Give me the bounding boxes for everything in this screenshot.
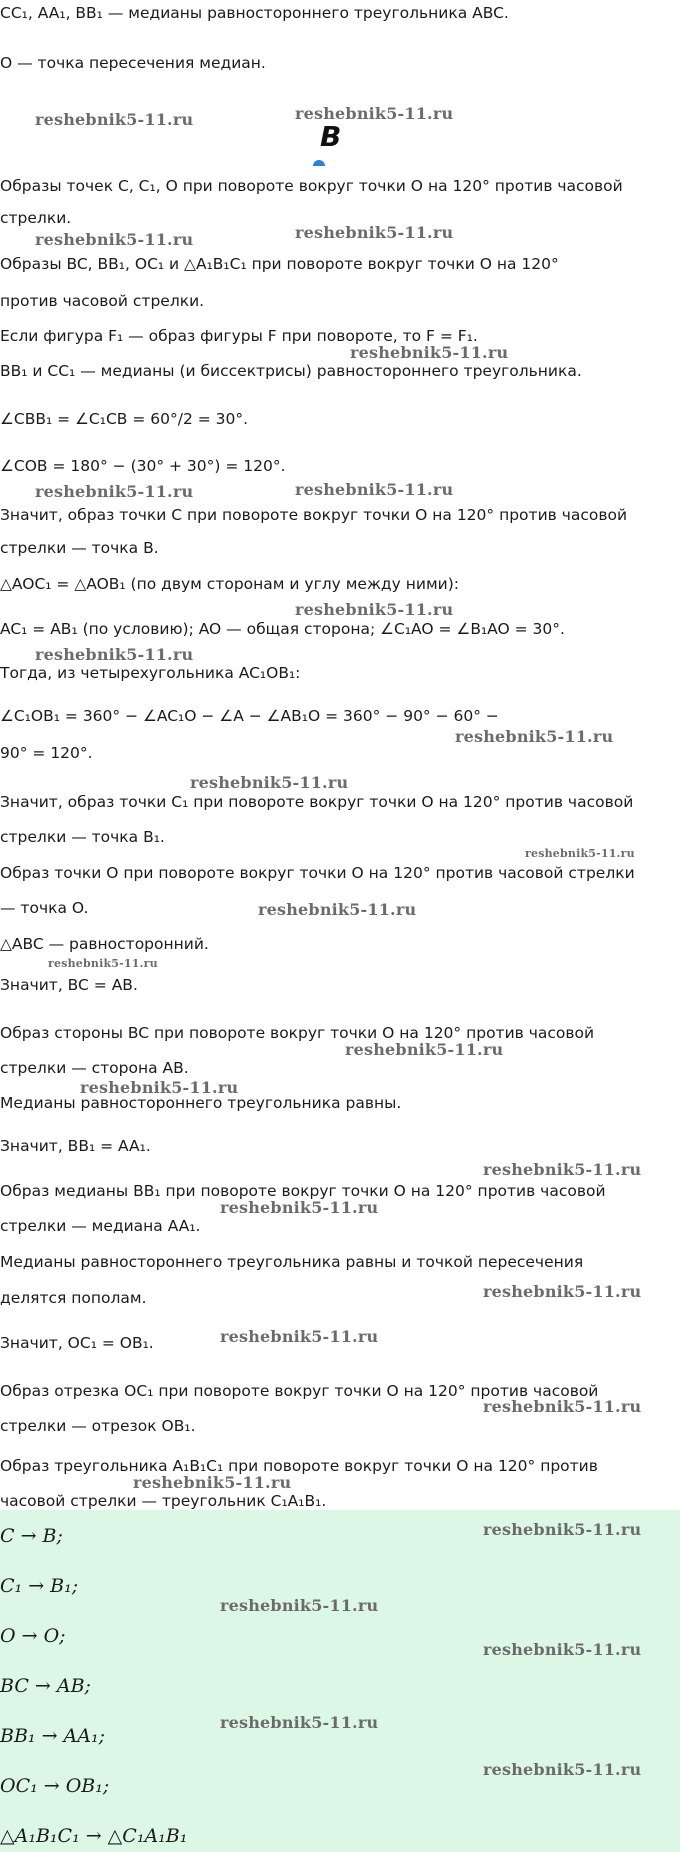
answer-line: △A₁B₁C₁ → △C₁A₁B₁ bbox=[0, 1825, 188, 1847]
watermark: reshebnik5-11.ru bbox=[295, 223, 454, 242]
text-line: стрелки — точка B. bbox=[0, 539, 159, 557]
text-line: стрелки — медиана AA₁. bbox=[0, 1217, 201, 1235]
watermark: reshebnik5-11.ru bbox=[483, 1520, 642, 1539]
text-line: против часовой стрелки. bbox=[0, 292, 205, 310]
watermark: reshebnik5-11.ru bbox=[133, 1473, 292, 1492]
watermark: reshebnik5-11.ru bbox=[483, 1640, 642, 1659]
watermark: reshebnik5-11.ru bbox=[483, 1760, 642, 1779]
watermark: reshebnik5-11.ru bbox=[295, 600, 454, 619]
text-line: Образ стороны BC при повороте вокруг точки O на 120° против часовой bbox=[0, 1024, 595, 1042]
text-line: Медианы равностороннего треугольника равны и точкой пересечения bbox=[0, 1253, 584, 1271]
text-line: BB₁ и CC₁ — медианы (и биссектрисы) равностороннего треугольника. bbox=[0, 362, 582, 380]
watermark: reshebnik5-11.ru bbox=[220, 1596, 379, 1615]
text-line: Образ отрезка OC₁ при повороте вокруг точки O на 120° против часовой bbox=[0, 1382, 599, 1400]
watermark: reshebnik5-11.ru bbox=[220, 1327, 379, 1346]
watermark: reshebnik5-11.ru bbox=[220, 1713, 379, 1732]
text-line: Значит, образ точки C при повороте вокруг точки O на 120° против часовой bbox=[0, 506, 628, 524]
text-line: O — точка пересечения медиан. bbox=[0, 54, 266, 72]
text-line: △ABC — равносторонний. bbox=[0, 935, 209, 953]
text-line: Медианы равностороннего треугольника равны. bbox=[0, 1094, 402, 1112]
answer-line: BB₁ → AA₁; bbox=[0, 1725, 106, 1747]
figure-fragment bbox=[313, 160, 325, 166]
watermark: reshebnik5-11.ru bbox=[345, 1040, 504, 1059]
watermark: reshebnik5-11.ru bbox=[35, 482, 194, 501]
text-line: Если фигура F₁ — образ фигуры F при повороте, то F = F₁. bbox=[0, 327, 478, 345]
text-line: Значит, OC₁ = OB₁. bbox=[0, 1334, 154, 1352]
text-line: стрелки — отрезок OB₁. bbox=[0, 1417, 196, 1435]
text-line: Образ треугольника A₁B₁C₁ при повороте вокруг точки O на 120° против bbox=[0, 1457, 598, 1475]
answer-line: OC₁ → OB₁; bbox=[0, 1775, 110, 1797]
text-line: Образы точек C, C₁, O при повороте вокруг точки O на 120° против часовой bbox=[0, 177, 623, 195]
figure-label: B bbox=[320, 120, 342, 153]
text-line: ∠CBB₁ = ∠C₁CB = 60°/2 = 30°. bbox=[0, 410, 249, 428]
answer-line: C → B; bbox=[0, 1525, 63, 1547]
text-line: — точка O. bbox=[0, 899, 89, 917]
text-line: стрелки. bbox=[0, 209, 72, 227]
watermark: reshebnik5-11.ru bbox=[483, 1160, 642, 1179]
watermark: reshebnik5-11.ru bbox=[295, 480, 454, 499]
text-line: 90° = 120°. bbox=[0, 744, 93, 762]
watermark: reshebnik5-11.ru bbox=[455, 727, 614, 746]
text-line: делятся пополам. bbox=[0, 1289, 147, 1307]
text-line: ∠COB = 180° − (30° + 30°) = 120°. bbox=[0, 457, 286, 475]
text-line: Значит, BB₁ = AA₁. bbox=[0, 1137, 151, 1155]
text-line: Образы BC, BB₁, OC₁ и △A₁B₁C₁ при повороте вокруг точки O на 120° bbox=[0, 255, 559, 273]
text-line: стрелки — точка B₁. bbox=[0, 828, 165, 846]
text-line: стрелки — сторона AB. bbox=[0, 1059, 189, 1077]
text-line: Тогда, из четырехугольника AC₁OB₁: bbox=[0, 664, 301, 682]
watermark: reshebnik5-11.ru bbox=[483, 1282, 642, 1301]
text-line: △AOC₁ = △AOB₁ (по двум сторонам и углу между ними): bbox=[0, 575, 459, 593]
watermark: reshebnik5-11.ru bbox=[190, 773, 349, 792]
answer-highlight-block bbox=[0, 1510, 680, 1852]
answer-line: BC → AB; bbox=[0, 1675, 91, 1697]
text-line: Образ точки O при повороте вокруг точки O на 120° против часовой стрелки bbox=[0, 864, 635, 882]
watermark: reshebnik5-11.ru bbox=[48, 957, 158, 970]
watermark: reshebnik5-11.ru bbox=[483, 1397, 642, 1416]
text-line: ∠C₁OB₁ = 360° − ∠AC₁O − ∠A − ∠AB₁O = 360° − 90° − 60° − bbox=[0, 707, 499, 725]
watermark: reshebnik5-11.ru bbox=[295, 104, 454, 123]
watermark: reshebnik5-11.ru bbox=[258, 900, 417, 919]
watermark: reshebnik5-11.ru bbox=[525, 847, 635, 860]
watermark: reshebnik5-11.ru bbox=[350, 343, 509, 362]
watermark: reshebnik5-11.ru bbox=[80, 1078, 239, 1097]
text-line: CC₁, AA₁, BB₁ — медианы равностороннего треугольника ABC. bbox=[0, 4, 509, 22]
watermark: reshebnik5-11.ru bbox=[35, 645, 194, 664]
text-line: AC₁ = AB₁ (по условию); AO — общая сторона; ∠C₁AO = ∠B₁AO = 30°. bbox=[0, 620, 565, 638]
text-line: Образ медианы BB₁ при повороте вокруг точки O на 120° против часовой bbox=[0, 1182, 606, 1200]
watermark: reshebnik5-11.ru bbox=[35, 230, 194, 249]
watermark: reshebnik5-11.ru bbox=[35, 110, 194, 129]
text-line: Значит, BC = AB. bbox=[0, 976, 138, 994]
answer-line: C₁ → B₁; bbox=[0, 1575, 79, 1597]
watermark: reshebnik5-11.ru bbox=[220, 1198, 379, 1217]
text-line: часовой стрелки — треугольник C₁A₁B₁. bbox=[0, 1492, 327, 1510]
text-line: Значит, образ точки C₁ при повороте вокруг точки O на 120° против часовой bbox=[0, 793, 634, 811]
answer-line: O → O; bbox=[0, 1625, 66, 1647]
